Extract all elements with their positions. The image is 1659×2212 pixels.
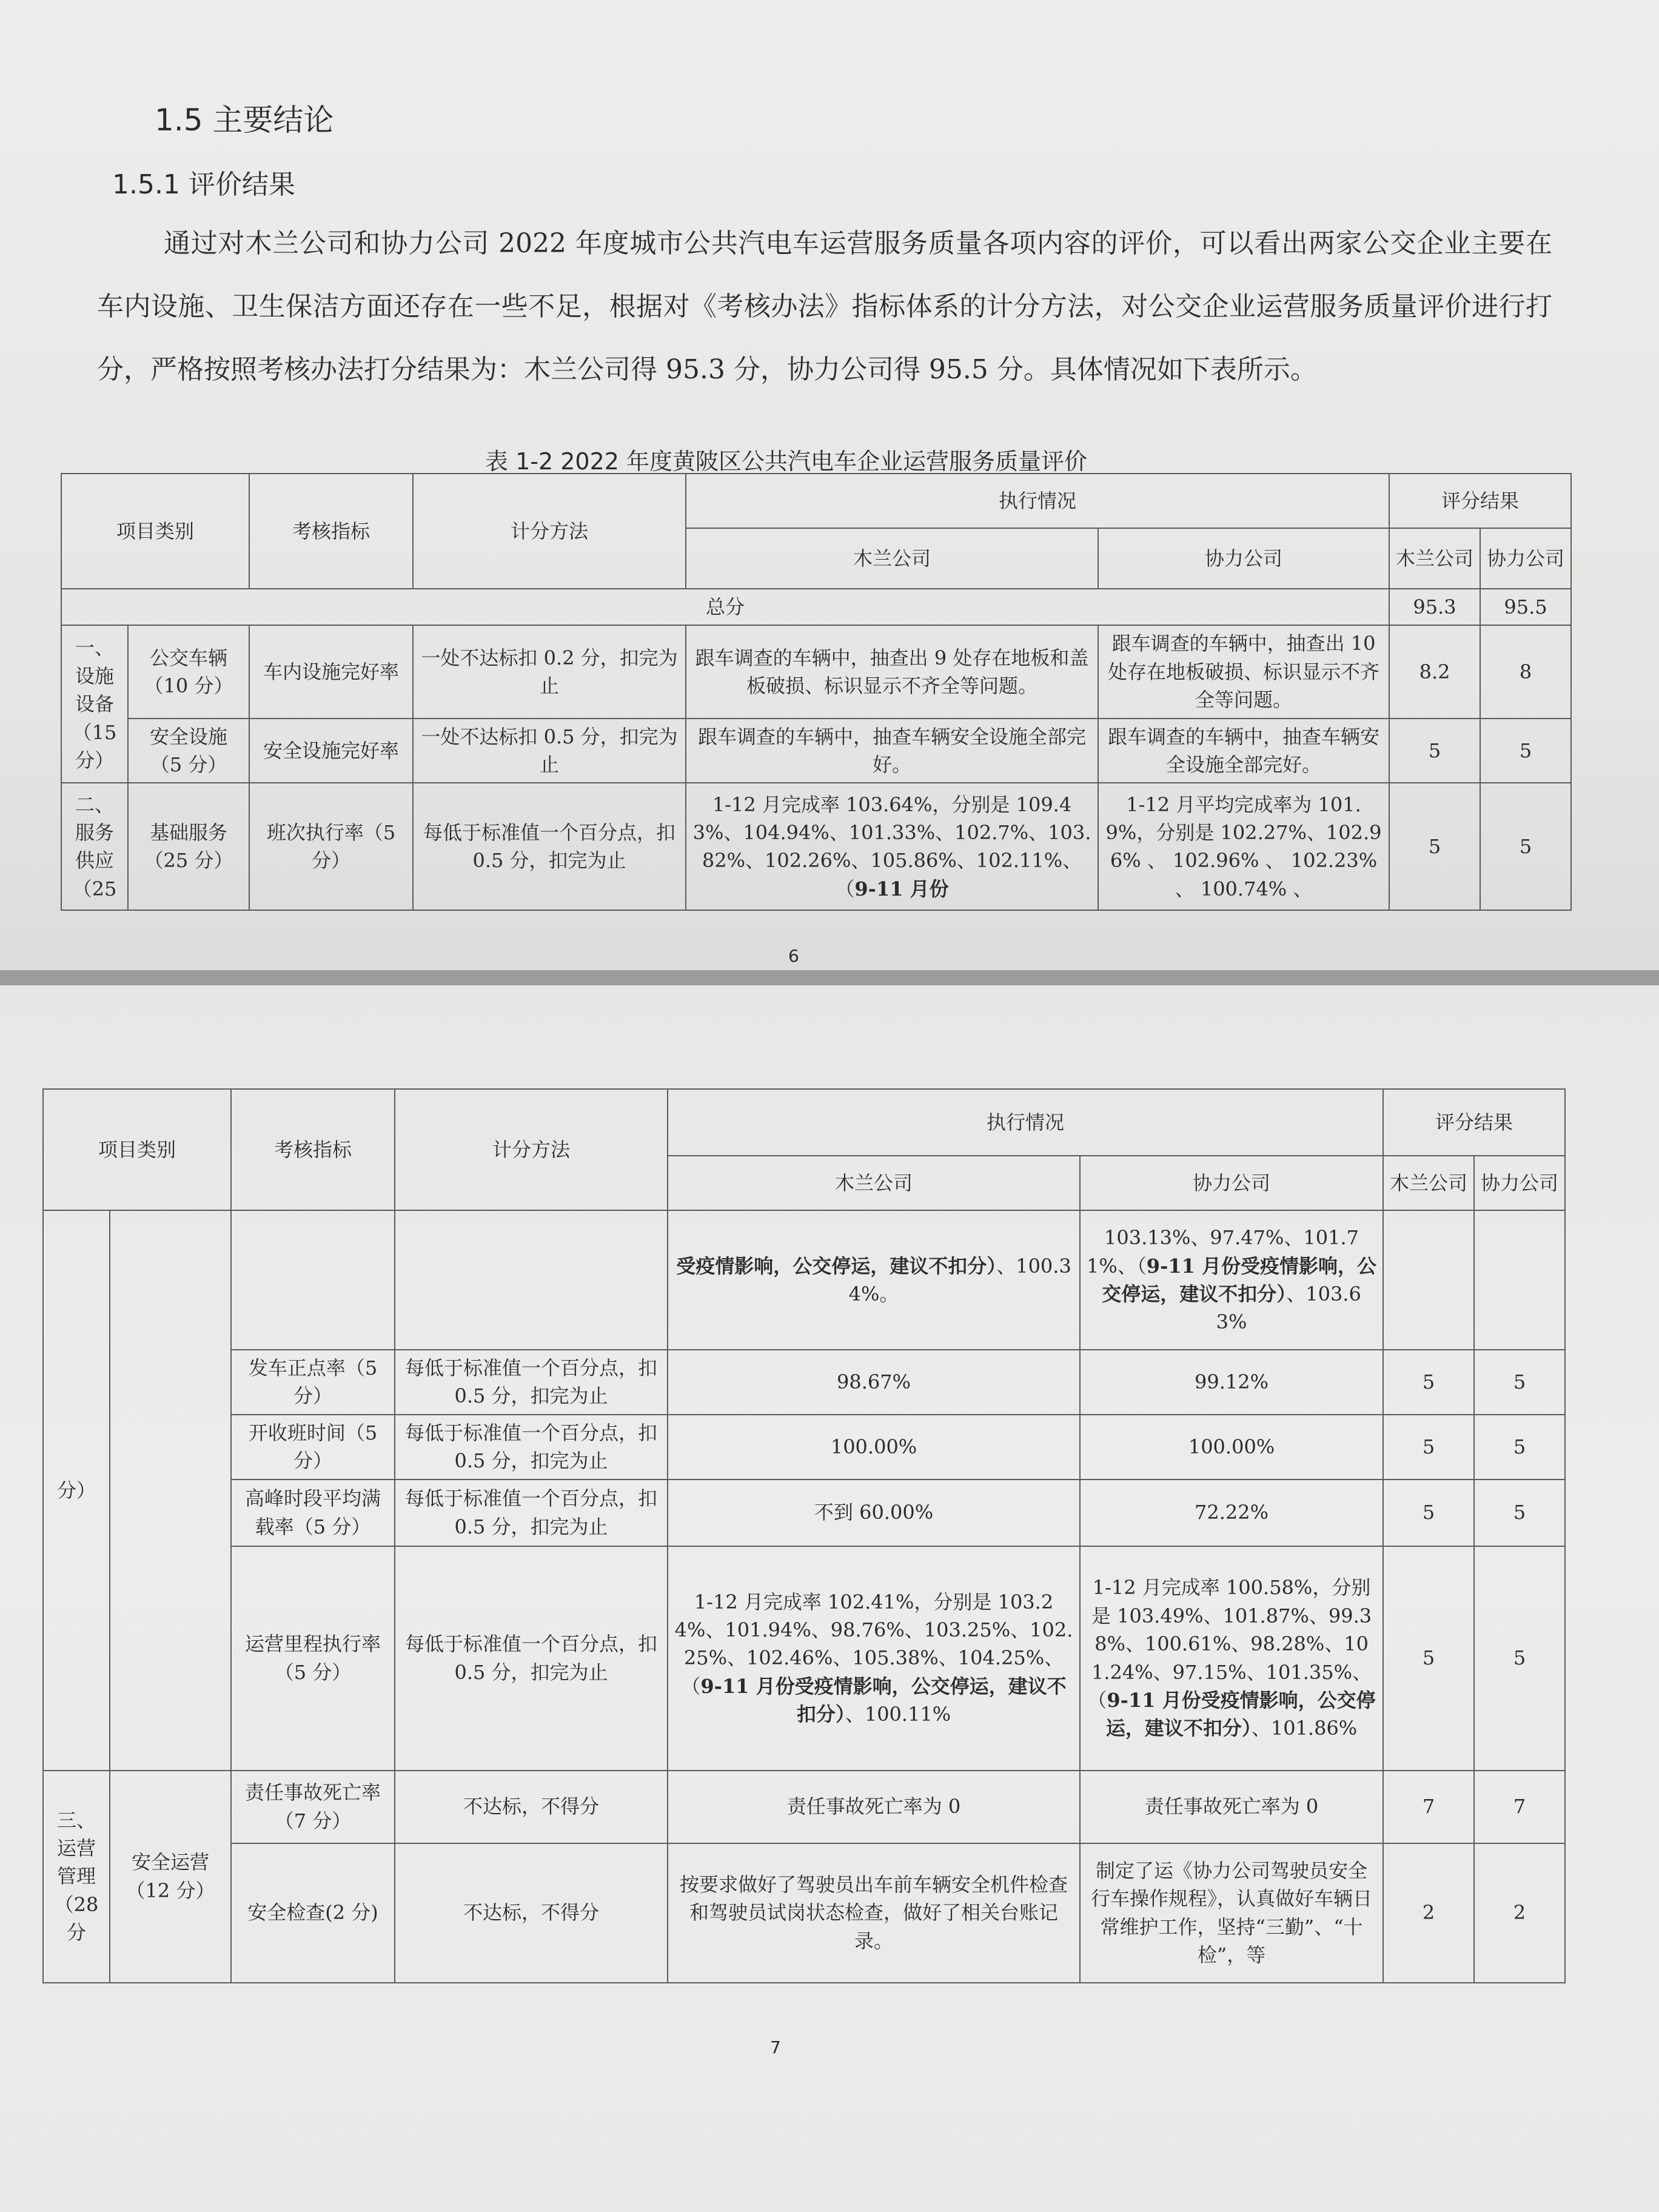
score-xieli [1474, 1210, 1565, 1350]
score-mulan: 5 [1389, 783, 1480, 910]
score-mulan: 7 [1383, 1771, 1474, 1843]
xieli-execution: 103.13%、97.47%、101.71%、（9-11 月份受疫情影响，公交停运，建议不扣分）、103.63% [1080, 1210, 1383, 1350]
score-mulan: 5 [1389, 719, 1480, 783]
header-score-mulan: 木兰公司 [1383, 1156, 1474, 1210]
subsection-title: 1.5.1 评价结果 [112, 169, 295, 200]
score-mulan: 5 [1383, 1480, 1474, 1546]
score-mulan: 5 [1383, 1350, 1474, 1415]
mulan-execution: 受疫情影响，公交停运，建议不扣分）、100.34%。 [668, 1210, 1080, 1350]
intro-paragraph: 通过对木兰公司和协力公司 2022 年度城市公共汽电车运营服务质量各项内容的评价，可以看出两家公交企业主要在车内设施、卫生保洁方面还存在一些不足，根据对《考核办法》指标体系的计分方法，对公交企业运营服务质量评价进行打分，严格按照考核办法打分结果为：木兰公司得 95.3 分，协力公司得 95.5 分。具体情况如下表所示。 [97, 228, 1552, 385]
total-label: 总分 [61, 589, 1389, 625]
xieli-execution: 99.12% [1080, 1350, 1383, 1415]
score-mulan: 2 [1383, 1843, 1474, 1983]
header-category: 项目类别 [61, 474, 249, 589]
score-xieli: 5 [1474, 1350, 1565, 1415]
header-score-mulan: 木兰公司 [1389, 528, 1480, 589]
header-indicator: 考核指标 [231, 1089, 395, 1210]
xieli-execution: 1-12 月完成率 100.58%，分别是 103.49%、101.87%、99.38%、100.61%、98.28%、101.24%、97.15%、101.35%、（9-11 月份受疫情影响，公交停运，建议不扣分）、101.86% [1080, 1546, 1383, 1771]
score-mulan: 8.2 [1389, 625, 1480, 718]
header-mulan: 木兰公司 [668, 1156, 1080, 1210]
indicator-fatality-rate: 责任事故死亡率（7 分） [231, 1771, 395, 1843]
header-indicator: 考核指标 [249, 474, 413, 589]
xieli-execution: 1-12 月平均完成率为 101.9%，分别是 102.27%、102.96% 、 102.96% 、 102.23% 、 100.74% 、 [1098, 783, 1389, 910]
mulan-execution: 100.00% [668, 1415, 1080, 1480]
indicator-safety-facilities: 安全设施完好率 [249, 719, 413, 783]
total-mulan: 95.3 [1389, 589, 1480, 625]
method-cell-cont [395, 1210, 668, 1350]
subcategory-safety-facilities: 安全设施（5 分） [128, 719, 249, 783]
indicator-shift-time: 开收班时间（5 分） [231, 1415, 395, 1480]
document-page-6 [0, 0, 1659, 970]
mulan-execution: 98.67% [668, 1350, 1080, 1415]
mulan-execution: 责任事故死亡率为 0 [668, 1771, 1080, 1843]
header-method: 计分方法 [395, 1089, 668, 1210]
method-cell: 每低于标准值一个百分点，扣 0.5 分，扣完为止 [413, 783, 686, 910]
score-xieli: 5 [1480, 719, 1571, 783]
evaluation-table-part-1 [61, 473, 1572, 911]
page-number: 6 [788, 946, 799, 966]
indicator-schedule-rate: 班次执行率（5 分） [249, 783, 413, 910]
score-mulan: 5 [1383, 1546, 1474, 1771]
mulan-execution: 1-12 月完成率 102.41%，分别是 103.24%、101.94%、98.76%、103.25%、102.25%、102.46%、105.38%、104.25%、（9-11 月份受疫情影响，公交停运，建议不扣分）、100.11% [668, 1546, 1080, 1771]
document-page-7 [0, 985, 1659, 2212]
total-xieli: 95.5 [1480, 589, 1571, 625]
score-xieli: 5 [1474, 1546, 1565, 1771]
mulan-execution: 跟车调查的车辆中，抽查车辆安全设施全部完好。 [686, 719, 1098, 783]
method-cell: 不达标，不得分 [395, 1843, 668, 1983]
category-service-supply-cont: 分） [43, 1210, 110, 1771]
method-cell: 一处不达标扣 0.5 分，扣完为止 [413, 719, 686, 783]
mulan-execution: 跟车调查的车辆中，抽查出 9 处存在地板和盖板破损、标识显示不齐全等问题。 [686, 625, 1098, 718]
subcategory-safe-operation: 安全运营（12 分） [110, 1771, 231, 1983]
subcategory-bus: 公交车辆（10 分） [128, 625, 249, 718]
header-execution: 执行情况 [686, 474, 1389, 528]
xieli-execution: 72.22% [1080, 1480, 1383, 1546]
score-mulan [1383, 1210, 1474, 1350]
header-mulan: 木兰公司 [686, 528, 1098, 589]
method-cell: 不达标，不得分 [395, 1771, 668, 1843]
method-cell: 每低于标准值一个百分点，扣 0.5 分，扣完为止 [395, 1415, 668, 1480]
header-score: 评分结果 [1389, 474, 1571, 528]
method-cell: 一处不达标扣 0.2 分，扣完为止 [413, 625, 686, 718]
category-facilities: 一、设施设备（15分） [61, 625, 128, 783]
mulan-execution: 1-12 月完成率 103.64%，分别是 109.43%、104.94%、101.33%、102.7%、103.82%、102.26%、105.86%、102.11%、（9-11 月份 [686, 783, 1098, 910]
subcategory-basic-service: 基础服务（25 分） [128, 783, 249, 910]
xieli-execution: 跟车调查的车辆中，抽查车辆安全设施全部完好。 [1098, 719, 1389, 783]
header-score-xieli: 协力公司 [1480, 528, 1571, 589]
score-xieli: 2 [1474, 1843, 1565, 1983]
indicator-interior: 车内设施完好率 [249, 625, 413, 718]
score-mulan: 5 [1383, 1415, 1474, 1480]
header-xieli: 协力公司 [1098, 528, 1389, 589]
section-title: 1.5 主要结论 [155, 102, 334, 138]
indicator-safety-inspection: 安全检查(2 分) [231, 1843, 395, 1983]
indicator-mileage-rate: 运营里程执行率（5 分） [231, 1546, 395, 1771]
header-execution: 执行情况 [668, 1089, 1383, 1156]
table-caption: 表 1-2 2022 年度黄陂区公共汽电车企业运营服务质量评价 [485, 448, 1088, 475]
page-number: 7 [770, 2037, 781, 2057]
mulan-execution: 按要求做好了驾驶员出车前车辆安全机件检查和驾驶员试岗状态检查，做好了相关台账记录。 [668, 1843, 1080, 1983]
header-method: 计分方法 [413, 474, 686, 589]
header-score: 评分结果 [1383, 1089, 1565, 1156]
score-xieli: 5 [1474, 1480, 1565, 1546]
xieli-execution: 跟车调查的车辆中，抽查出 10 处存在地板破损、标识显示不齐全等问题。 [1098, 625, 1389, 718]
xieli-execution: 制定了运《协力公司驾驶员安全行车操作规程》，认真做好车辆日常维护工作，坚持“三勤”、“十检”，等 [1080, 1843, 1383, 1983]
header-category: 项目类别 [43, 1089, 231, 1210]
category-operations-management: 三、运营管理（28分 [43, 1771, 110, 1983]
score-xieli: 5 [1480, 783, 1571, 910]
score-xieli: 5 [1474, 1415, 1565, 1480]
indicator-schedule-rate-cont [231, 1210, 395, 1350]
method-cell: 每低于标准值一个百分点，扣 0.5 分，扣完为止 [395, 1546, 668, 1771]
score-xieli: 7 [1474, 1771, 1565, 1843]
xieli-execution: 责任事故死亡率为 0 [1080, 1771, 1383, 1843]
score-xieli: 8 [1480, 625, 1571, 718]
evaluation-table-part-2 [42, 1088, 1566, 1983]
indicator-peak-load: 高峰时段平均满载率（5 分） [231, 1480, 395, 1546]
header-xieli: 协力公司 [1080, 1156, 1383, 1210]
mulan-execution: 不到 60.00% [668, 1480, 1080, 1546]
indicator-departure-punctuality: 发车正点率（5 分） [231, 1350, 395, 1415]
xieli-execution: 100.00% [1080, 1415, 1383, 1480]
category-service-supply: 二、服务供应（25 [61, 783, 128, 910]
method-cell: 每低于标准值一个百分点，扣 0.5 分，扣完为止 [395, 1480, 668, 1546]
header-score-xieli: 协力公司 [1474, 1156, 1565, 1210]
subcategory-basic-service-cont [110, 1210, 231, 1771]
method-cell: 每低于标准值一个百分点，扣 0.5 分，扣完为止 [395, 1350, 668, 1415]
